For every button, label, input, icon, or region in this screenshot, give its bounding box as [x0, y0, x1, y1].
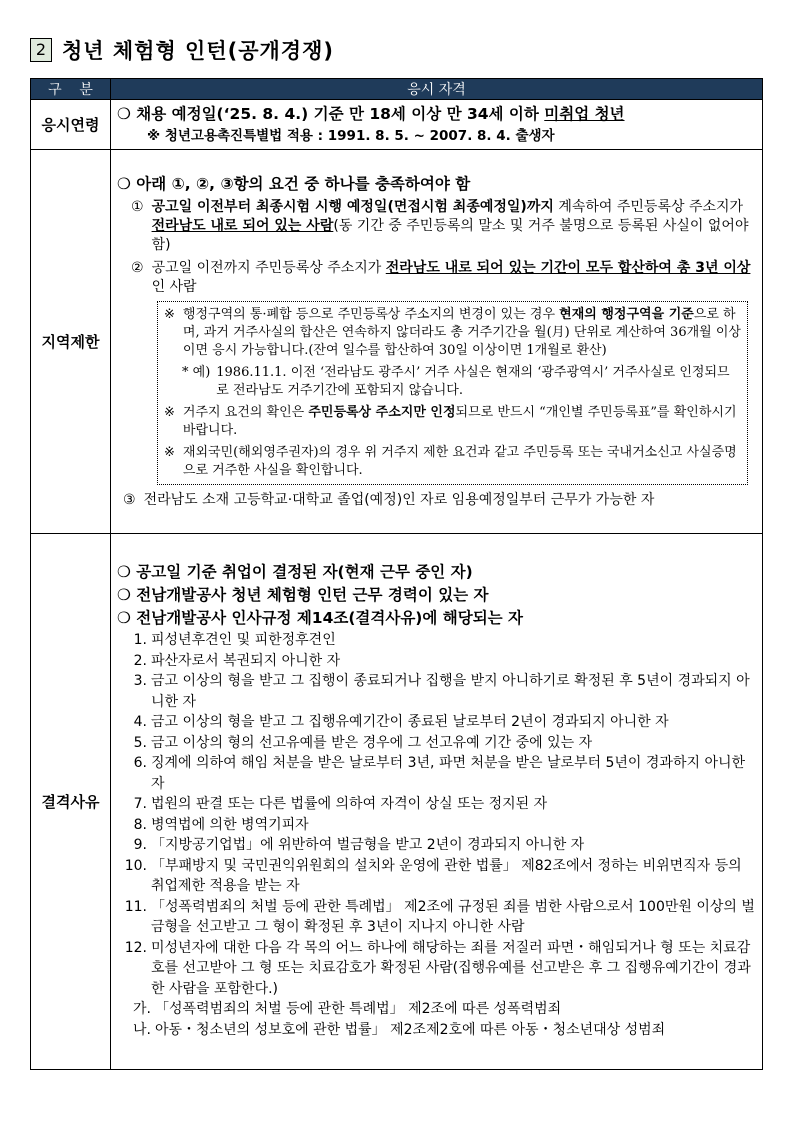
disq-sub-mark: 나. [133, 1021, 151, 1038]
disq-sub-text: 「성폭력범죄의 처벌 등에 관한 특례법」 제2조에 따른 성폭력범죄 [155, 1001, 562, 1017]
disq-item-number: 12. [124, 939, 147, 956]
disq-item [117, 815, 756, 836]
disq-item [117, 794, 756, 815]
disq-item [117, 651, 756, 672]
disq-item-number: 8. [133, 816, 147, 833]
age-cell [111, 100, 763, 150]
region-example: * 예) 1986.11.1. 이전 ‘전라남도 광주시’ 거주 사실은 현재의 ‘광주광역시’ 거주사실로 인정되므로 전라남도 거주기간에 포함되지 않습니다. [182, 365, 730, 398]
disq-item-number: 11. [124, 898, 147, 915]
disq-item-text: 금고 이상의 형을 받고 그 집행유예기간이 종료된 날로부터 2년이 경과되지 아니한 자 [151, 714, 669, 730]
disq-item [117, 938, 756, 1000]
age-main: ❍ 채용 예정일(‘25. 8. 4.) 기준 만 18세 이상 만 34세 이하 미취업 청년 [117, 105, 625, 123]
disq-item-text: 피성년후견인 및 피한정후견인 [151, 632, 336, 648]
disq-item-number: 4. [133, 714, 147, 730]
section-title [30, 36, 334, 64]
section-number: 2 [30, 38, 52, 62]
region-cell [111, 150, 763, 534]
disq-item [117, 671, 756, 712]
region-note-2: ※ 거주지 요건의 확인은 주민등록상 주소지만 인정되므로 반드시 “개인별 주민등록표”를 확인하시기 바랍니다. [164, 405, 737, 438]
disq-item-number: 9. [133, 837, 147, 853]
age-note: ※ 청년고용촉진특별법 적용 : 1991. 8. 5. ~ 2007. 8. 4. 출생자 [147, 128, 555, 144]
header-category: 구 분 [31, 79, 111, 100]
disq-sub-item [117, 999, 756, 1020]
disq-item-text: 「지방공기업법」에 위반하여 벌금형을 받고 2년이 경과되지 아니한 자 [151, 837, 585, 853]
region-label: 지역제한 [31, 150, 111, 534]
disq-item-text: 미성년자에 대한 다음 각 목의 어느 하나에 해당하는 죄를 저질러 파면・해임되거나 형 또는 치료감호를 선고받아 그 형 또는 치료감호가 확정된 사람(집행유예를 선고받은 후 그 집행유예기간이 경과한 사람을 포함한다.) [151, 939, 751, 997]
region-item-2: ② 공고일 이전까지 주민등록상 주소지가 전라남도 내로 되어 있는 기간이 모두 합산하여 총 3년 이상인 사람 [131, 260, 751, 295]
disq-item-list [117, 630, 756, 999]
disq-bullet: ❍ 전남개발공사 청년 체험형 인턴 근무 경력이 있는 자 [117, 586, 489, 604]
disq-item [117, 733, 756, 754]
disq-item-number: 7. [133, 796, 147, 812]
disq-item-number: 1. [133, 632, 147, 648]
age-label: 응시연령 [31, 100, 111, 150]
region-note-box [157, 301, 748, 485]
disq-item-text: 법원의 판결 또는 다른 법률에 의하여 자격이 상실 또는 정지된 자 [151, 796, 548, 812]
disq-item [117, 753, 756, 794]
disq-item-number: 3. [133, 673, 147, 689]
region-note-1: ※ 행정구역의 통·폐합 등으로 주민등록상 주소지의 변경이 있는 경우 현재의 행정구역을 기준으로 하며, 과거 거주사실의 합산은 연속하지 않더라도 총 거주기간을 월(月) 단위로 계산하여 36개월 이상이면 응시 가능합니다.(잔여 일수를 합산하여 30일 이상이면 1개월로 환산) [164, 307, 741, 358]
disq-sub-mark: 가. [133, 1001, 151, 1017]
disq-item-text: 「성폭력범죄의 처벌 등에 관한 특례법」 제2조에 규정된 죄를 범한 사람으로서 100만원 이상의 벌금형을 선고받고 그 형이 확정된 후 3년이 지나지 아니한 사람 [151, 898, 755, 935]
disq-item-text: 「부패방지 및 국민권익위원회의 설치와 운영에 관한 법률」 제82조에서 정하는 비위면직자 등의 취업제한 적용을 받는 자 [151, 857, 742, 894]
disq-label: 결격사유 [31, 534, 111, 1070]
disq-item-number: 5. [133, 734, 147, 751]
region-intro: ❍ 아래 ①, ②, ③항의 요건 중 하나를 충족하여야 함 [117, 175, 471, 193]
region-note-3: ※ 재외국민(해외영주권자)의 경우 위 거주지 제한 요건과 같고 주민등록 또는 국내거소신고 사실증명으로 거주한 사실을 확인합니다. [164, 445, 737, 478]
region-item-3: ③ 전라남도 소재 고등학교·대학교 졸업(예정)인 자로 임용예정일부터 근무가 가능한 자 [123, 492, 655, 508]
region-item-1: ① 공고일 이전부터 최종시험 시행 예정일(면접시험 최종예정일)까지 계속하여 주민등록상 주소지가 전라남도 내로 되어 있는 사람(동 기간 중 주민등록의 말소 및 거주 불명으로 등록된 사실이 없어야 함) [131, 199, 749, 253]
disq-item-text: 금고 이상의 형을 받고 그 집행이 종료되거나 집행을 받지 아니하기로 확정된 후 5년이 경과되지 아니한 자 [151, 673, 750, 710]
disq-item-text: 병역법에 의한 병역기피자 [151, 816, 309, 833]
section-title-text: 청년 체험형 인턴(공개경쟁) [62, 39, 334, 63]
disq-sub-text: 아동・청소년의 성보호에 관한 법률」 제2조제2호에 따른 아동・청소년대상 성범죄 [155, 1021, 666, 1038]
disq-item-number: 10. [124, 857, 147, 874]
disq-item [117, 835, 756, 856]
disq-bullet: ❍ 공고일 기준 취업이 결정된 자(현재 근무 중인 자) [117, 563, 473, 581]
disq-sub-list [117, 999, 756, 1040]
qualification-table [30, 78, 763, 1070]
disq-item-number: 6. [133, 755, 147, 771]
disq-item [117, 897, 756, 938]
disq-item-text: 파산자로서 복권되지 아니한 자 [151, 652, 341, 669]
disq-item [117, 712, 756, 733]
disq-sub-item [117, 1020, 756, 1041]
disq-item [117, 630, 756, 651]
disq-cell [111, 534, 763, 1070]
header-qualification: 응시 자격 [111, 79, 763, 100]
disq-item-number: 2. [133, 652, 147, 669]
disq-bullet: ❍ 전남개발공사 인사규정 제14조(결격사유)에 해당되는 자 [117, 609, 524, 627]
disq-item [117, 856, 756, 897]
disq-item-text: 금고 이상의 형의 선고유예를 받은 경우에 그 선고유예 기간 중에 있는 자 [151, 734, 593, 751]
disq-item-text: 징계에 의하여 해임 처분을 받은 날로부터 3년, 파면 처분을 받은 날로부터 5년이 경과하지 아니한 자 [151, 755, 746, 792]
